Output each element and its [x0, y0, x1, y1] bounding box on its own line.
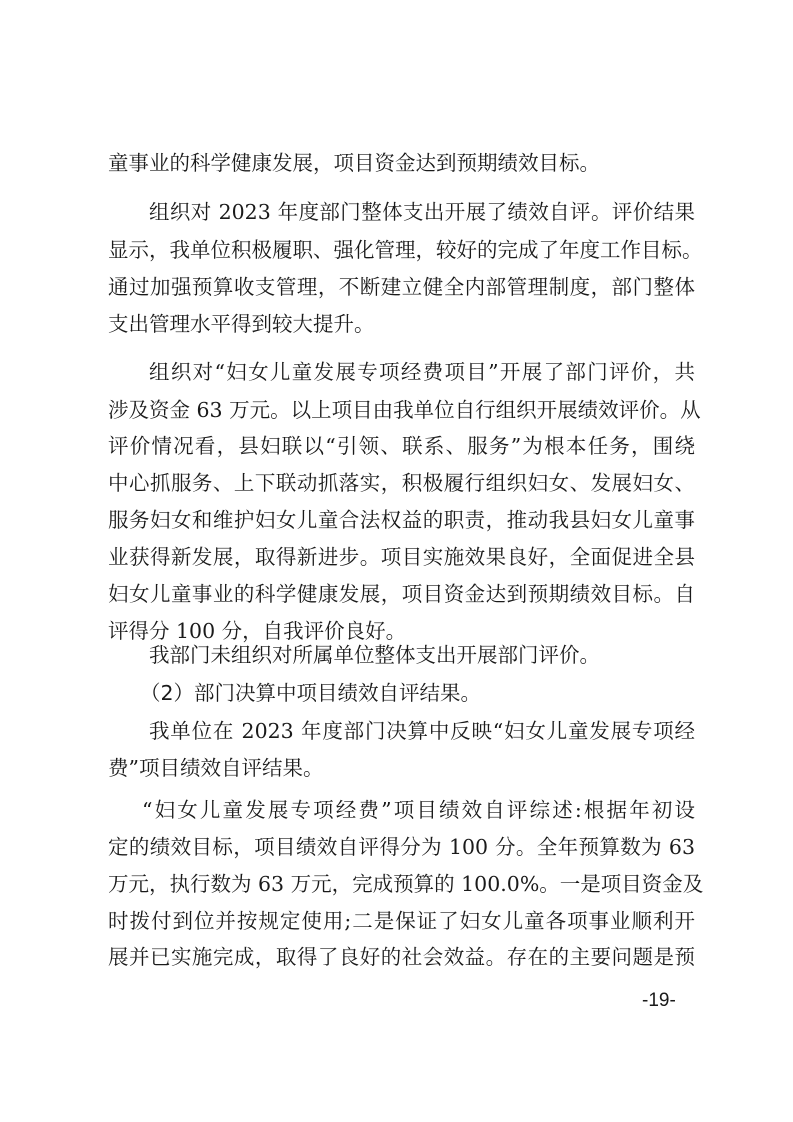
text-line: 评得分 100 分，自我评价良好。 — [108, 619, 407, 643]
text-line: 组织对 2023 年度部门整体支出开展了绩效自评。评价结果 — [149, 200, 695, 224]
text-line: 时拨付到位并按规定使用;二是保证了妇女儿童各项事业顺利开 — [108, 909, 695, 933]
text-line: 通过加强预算收支管理，不断建立健全内部管理制度，部门整体 — [108, 275, 695, 299]
section-heading: （2）部门决算中项目绩效自评结果。 — [140, 681, 482, 705]
text-line: 涉及资金 63 万元。以上项目由我单位自行组织开展绩效评价。从 — [108, 398, 701, 422]
page-number: -19- — [642, 990, 676, 1011]
text-line: 妇女儿童事业的科学健康发展，项目资金达到预期绩效目标。自 — [108, 582, 695, 606]
text-line: 显示，我单位积极履职、强化管理，较好的完成了年度工作目标。 — [108, 238, 703, 262]
text-line: 展并已实施完成，取得了良好的社会效益。存在的主要问题是预 — [108, 945, 695, 969]
text-line: 童事业的科学健康发展，项目资金达到预期绩效目标。 — [108, 151, 600, 175]
text-line: 中心抓服务、上下联动抓落实，积极履行组织妇女、发展妇女、 — [108, 471, 695, 495]
text-line: 支出管理水平得到较大提升。 — [108, 312, 375, 336]
text-line: 我单位在 2023 年度部门决算中反映“妇女儿童发展专项经 — [149, 719, 695, 743]
text-line: 业获得新发展，取得新进步。项目实施效果良好，全面促进全县 — [108, 545, 695, 569]
text-line: 定的绩效目标，项目绩效自评得分为 100 分。全年预算数为 63 — [108, 835, 695, 859]
text-line: 费”项目绩效自评结果。 — [108, 756, 324, 780]
text-line: 组织对“妇女儿童发展专项经费项目”开展了部门评价，共 — [149, 360, 695, 384]
text-line: 万元，执行数为 63 万元，完成预算的 100.0%。一是项目资金及 — [108, 872, 704, 896]
text-line: 服务妇女和维护妇女儿童合法权益的职责，推动我县妇女儿童事 — [108, 508, 695, 532]
text-line: “妇女儿童发展专项经费”项目绩效自评综述:根据年初设 — [142, 798, 695, 822]
text-line: 我部门未组织对所属单位整体支出开展部门评价。 — [149, 643, 600, 667]
text-line: 评价情况看，县妇联以“引领、联系、服务”为根本任务，围绕 — [108, 434, 695, 458]
